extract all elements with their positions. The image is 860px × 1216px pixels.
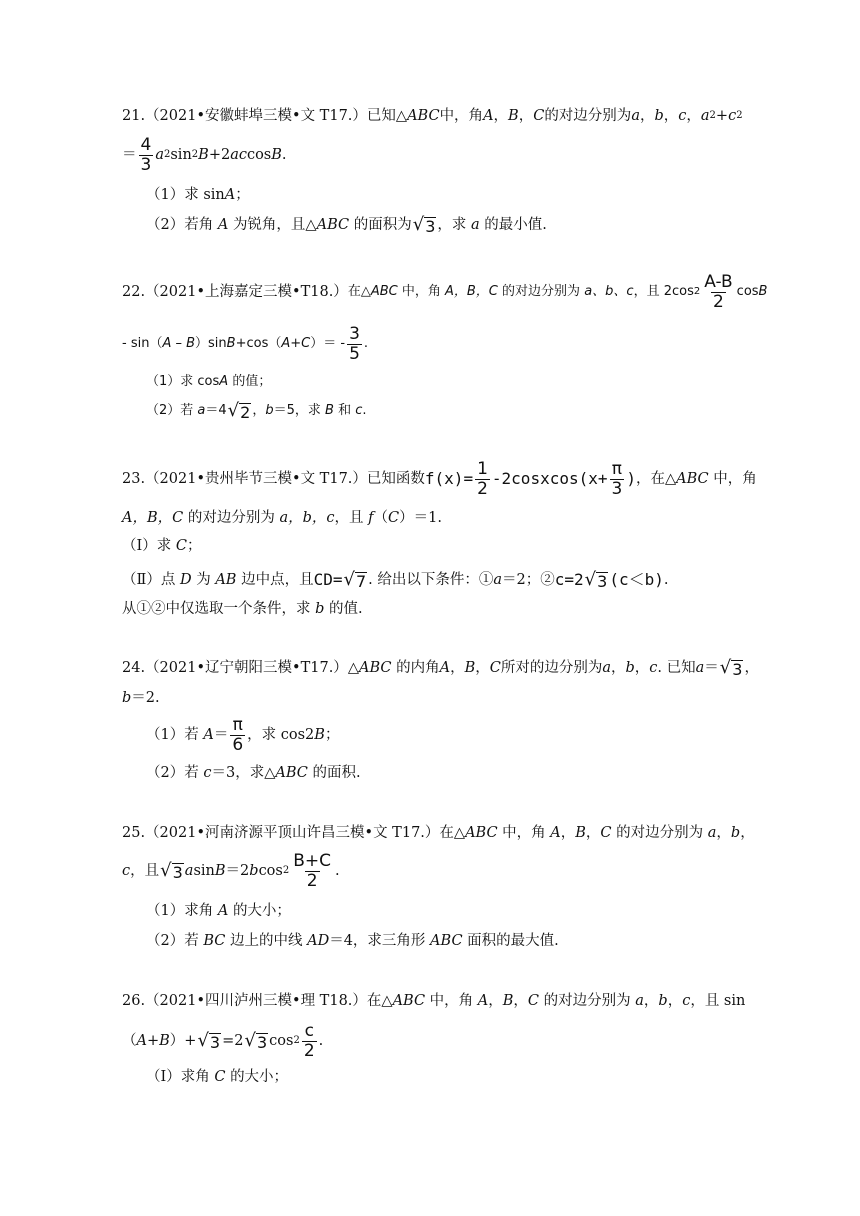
- sqrt-3-a: √ 3: [719, 656, 743, 679]
- sqrt-3-condition: √ 3: [584, 568, 608, 591]
- problem-26-equation: （ A+B ）+ √ 3 =2 √ 3 cos 2 $\frac{c}{2}$ .: [122, 1020, 324, 1061]
- fraction-3-5: $\frac{3}{5}$: [349, 323, 360, 364]
- problem-22-stem: 22.（2021•上海嘉定三模•T18.） 在△ ABC 中，角 A，B，C 的对边分别为 a、b、c ，且 2cos 2 $\frac{A-B}{2}$ cos B: [122, 271, 768, 312]
- problem-26-stem: 26.（2021•四川泸州三模•理 T18.） 在△ ABC 中，角 A ， B ， C 的对边分别为 a ， b ， c ，且 sin: [122, 993, 746, 1009]
- problem-24-stem: 24.（2021•辽宁朝阳三模•T17.） △ ABC 的内角 A ， B ， C 所对的边分别为 a ， b ， c . 已知 a ＝ √ 3 ，: [122, 656, 759, 679]
- problem-22-question-1: （1）求 cos A 的值；: [146, 374, 272, 389]
- sqrt-3-eq: √ 3: [160, 859, 183, 882]
- problem-23-stem: 23.（2021•贵州毕节三模•文 T17.） 已知函数 f(x) = $\frac{1}{2}$ -2cosxcos(x+ $\frac{\pi}{3}$ ) ，在△ ABC 中，角: [122, 458, 757, 499]
- problem-25-equation: c ，且 √ 3 a sin B ＝2 b cos 2 $\frac{B+C}{2}$ .: [122, 850, 340, 891]
- fraction-pi-6: $\frac{\pi}{6}$: [232, 714, 244, 755]
- sqrt-3-left: √ 3: [197, 1029, 221, 1052]
- problem-24-question-1: （1）若 A ＝ $\frac{\pi}{6}$ ，求 cos2 B ；: [146, 714, 340, 755]
- problem-21-equation: ＝ $\frac{4}{3}$ a 2 sin 2 B +2 ac cos B .: [122, 134, 287, 175]
- problem-22-question-2: （2）若 a ＝4 √ 2 ， b ＝5，求 B 和 c .: [146, 399, 367, 422]
- fraction-c-over-2: $\frac{c}{2}$: [303, 1020, 315, 1061]
- problem-24-given: b ＝2.: [122, 690, 160, 706]
- problem-21-stem: 21.（2021•安徽蚌埠三模•文 T17.） 已知△ ABC 中，角 A ， B ， C 的对边分别为 a ， b ， c ， a 2 + c 2: [122, 108, 743, 124]
- problem-25-question-1: （1）求角 A 的大小；: [146, 903, 291, 919]
- problem-23-question-1: （Ⅰ）求 C ；: [122, 538, 202, 554]
- problem-22-equation: - sin（ A – B ）sin B +cos（ A+C ）＝ - $\frac{3}{5}$ .: [122, 323, 369, 364]
- fraction-pi-3: $\frac{\pi}{3}$: [611, 458, 623, 499]
- fraction-1-2: $\frac{1}{2}$: [477, 458, 488, 499]
- problem-25-stem: 25.（2021•河南济源平顶山许昌三模•文 T17.） 在△ ABC 中，角 A ， B ， C 的对边分别为 a ， b ，: [122, 825, 755, 841]
- problem-21-question-2: （2）若角 A 为锐角，且△ ABC 的面积为 √ 3 ，求 a 的最小值.: [146, 213, 547, 236]
- problem-24-question-2: （2）若 c ＝3，求△ ABC 的面积.: [146, 765, 361, 781]
- fraction-4-3: $\frac{4}{3}$: [140, 134, 152, 175]
- problem-23-question-2: （Ⅱ）点 D 为 AB 边中点，且 CD= √ 7 . 给出以下条件：① a ＝2；② c=2 √ 3 (c＜b) .: [122, 568, 669, 591]
- sqrt-3: √ 3: [412, 213, 436, 236]
- problem-23-conditions: A，B，C 的对边分别为 a，b，c ，且 f （ C ）＝1.: [122, 510, 442, 526]
- sqrt-3-right: √ 3: [244, 1029, 268, 1052]
- problem-21-question-1: （1）求 sin A ；: [146, 187, 250, 203]
- fraction-b-plus-c-over-2: $\frac{B+C}{2}$: [293, 850, 332, 891]
- problem-25-question-2: （2）若 BC 边上的中线 AD ＝4，求三角形 ABC 面积的最大值.: [146, 933, 559, 949]
- sqrt-7: √ 7: [343, 568, 367, 591]
- problem-26-question-1: （Ⅰ）求角 C 的大小；: [146, 1069, 289, 1085]
- fraction-a-minus-b-over-2: $\frac{A-B}{2}$: [704, 271, 733, 312]
- problem-23-choice: 从①②中仅选取一个条件，求 b 的值.: [122, 601, 363, 617]
- sqrt-2: √ 2: [227, 399, 251, 422]
